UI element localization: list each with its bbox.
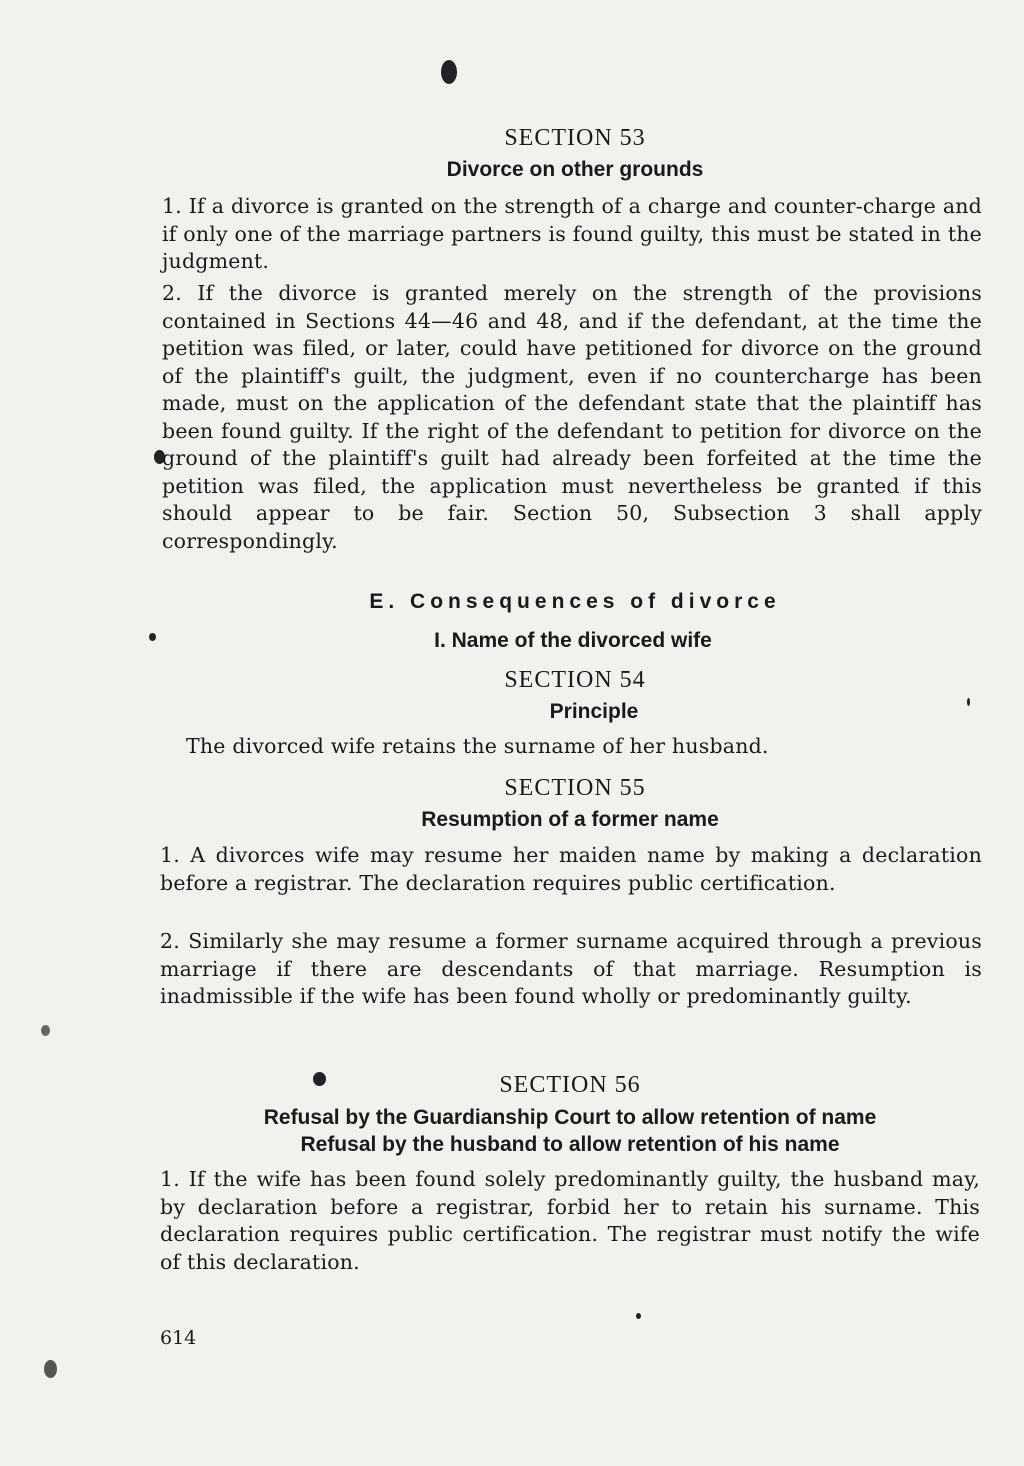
section-53-number: SECTION 53	[504, 125, 646, 151]
section-53-title: Divorce on other grounds	[446, 158, 704, 181]
section-54-title: Principle	[549, 700, 639, 723]
part-e-heading: E. Consequences of divorce	[369, 590, 781, 613]
section-53-paragraph-1: 1. If a divorce is granted on the strength of a charge and counter-charge and if only one of the marriage partners is found guilty, this must be stated in the judgment.	[162, 194, 982, 273]
ink-speck	[41, 1025, 50, 1036]
part-e-subheading: I. Name of the divorced wife	[434, 629, 712, 652]
ink-blot	[441, 60, 457, 84]
page-number: 614	[160, 1327, 197, 1349]
ink-speck	[636, 1313, 641, 1319]
ink-speck	[967, 698, 970, 706]
section-56-title-line-2: Refusal by the husband to allow retention of his name	[300, 1133, 840, 1156]
section-54-number: SECTION 54	[504, 667, 646, 693]
section-55-paragraph-2: 2. Similarly she may resume a former surname acquired through a previous marriage if there are descendants of that marriage. Resumption is inadmissible if the wife has been found wholly or predominantly guilty.	[160, 929, 982, 1008]
section-56-number: SECTION 56	[499, 1072, 641, 1098]
section-55-title: Resumption of a former name	[421, 808, 719, 831]
section-56-paragraph-1: 1. If the wife has been found solely predominantly guilty, the husband may, by declaration before a registrar, forbid her to retain his surname. This declaration requires public certification. The registrar must notify the wife of this declaration.	[160, 1167, 980, 1274]
section-53-paragraph-2: 2. If the divorce is granted merely on the strength of the provisions contained in Sections 44—46 and 48, and if the defendant, at the time the petition was filed, or later, could have petitioned for divorce on the ground of the plaintiff's guilt, the judgment, even if no countercharge has been made, must on the application of the defendant state that the plaintiff has been found guilty. If the right of the defendant to petition for divorce on the ground of the plaintiff's guilt had already been forfeited at the time the petition was filed, the application must nevertheless be granted if this should appear to be fair. Section 50, Subsection 3 shall apply correspondingly.	[162, 281, 982, 553]
section-54-paragraph-1: The divorced wife retains the surname of her husband.	[186, 734, 769, 758]
section-56-title-line-1: Refusal by the Guardianship Court to allow retention of name	[263, 1106, 877, 1129]
ink-speck	[149, 633, 156, 641]
ink-speck	[44, 1360, 57, 1378]
ink-speck	[313, 1072, 326, 1086]
section-55-number: SECTION 55	[504, 775, 646, 801]
section-55-paragraph-1: 1. A divorces wife may resume her maiden name by making a declaration before a registrar. The declaration requires public certification.	[160, 843, 982, 895]
